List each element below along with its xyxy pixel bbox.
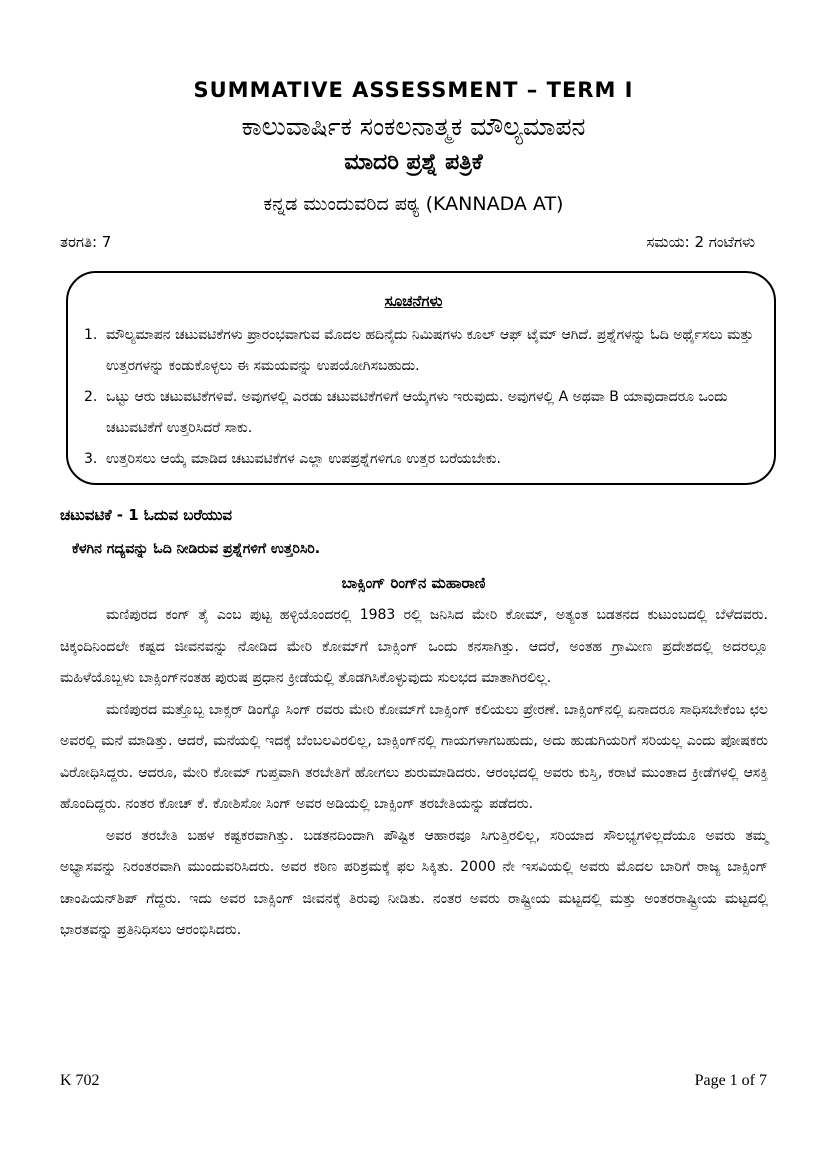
class-label: ತರಗತಿ: 7 — [60, 233, 112, 251]
instruction-text: ಉತ್ತರಿಸಲು ಆಯ್ಕೆ ಮಾಡಿದ ಚಟುವಟಿಕೆಗಳ ಎಲ್ಲಾ ಉಪಪ್ರಶ್ನೆಗಳಿಗೂ ಉತ್ತರ ಬರೆಯಬೇಕು. — [106, 451, 501, 467]
instruction-item — [84, 382, 764, 444]
instructions-list — [84, 320, 764, 475]
instruction-number: 1. — [84, 327, 98, 343]
passage-body — [60, 600, 768, 947]
passage-title: ಬಾಕ್ಸಿಂಗ್ ರಿಂಗ್‌ನ ಮಹಾರಾಣಿ — [341, 574, 486, 592]
assessment-title: SUMMATIVE ASSESSMENT – TERM I — [193, 78, 634, 102]
passage-paragraph: ಅವರ ತರಬೇತಿ ಬಹಳ ಕಷ್ಟಕರವಾಗಿತ್ತು. ಬಡತನದಿಂದಾಗಿ ಪೌಷ್ಟಿಕ ಆಹಾರವೂ ಸಿಗುತ್ತಿರಲಿಲ್ಲ, ಸರಿಯಾದ ಸೌಲಭ್ಯಗಳಿಲ್ಲದೆಯೂ ಅವರು ತಮ್ಮ ಅಭ್ಯಾಸವನ್ನು ನಿರಂತರವಾಗಿ ಮುಂದುವರಿಸಿದರು. ಅವರ ಕಠಿಣ ಪರಿಶ್ರಮಕ್ಕೆ ಫಲ ಸಿಕ್ಕಿತು. 2000 ನೇ ಇಸವಿಯಲ್ಲಿ ಅವರು ಮೊದಲ ಬಾರಿಗೆ ರಾಜ್ಯ ಬಾಕ್ಸಿಂಗ್ ಚಾಂಪಿಯನ್‌ಶಿಪ್ ಗೆದ್ದರು. ಇದು ಅವರ ಬಾಕ್ಸಿಂಗ್ ಜೀವನಕ್ಕೆ ತಿರುವು ನೀಡಿತು. ನಂತರ ಅವರು ರಾಷ್ಟ್ರೀಯ ಮಟ್ಟದಲ್ಲಿ ಮತ್ತು ಅಂತರರಾಷ್ಟ್ರೀಯ ಮಟ್ಟದಲ್ಲಿ ಭಾರತವನ್ನು ಪ್ರತಿನಿಧಿಸಲು ಆರಂಭಿಸಿದರು. — [60, 827, 768, 938]
activity-heading: ಚಟುವಟಿಕೆ - 1 ಓದುವ ಬರೆಯುವ — [60, 506, 232, 524]
time-label: ಸಮಯ: 2 ಗಂಟೆಗಳು — [646, 233, 755, 251]
instruction-number: 3. — [84, 451, 98, 467]
instructions-title: ಸೂಚನೆಗಳು — [384, 292, 443, 310]
passage-paragraph: ಮಣಿಪುರದ ಕಂಗ್ ತೈ ಎಂಬ ಪುಟ್ಟ ಹಳ್ಳಿಯೊಂದರಲ್ಲಿ 1983 ರಲ್ಲಿ ಜನಿಸಿದ ಮೇರಿ ಕೋಮ್, ಅತ್ಯಂತ ಬಡತನದ ಕುಟುಂಬದಲ್ಲಿ ಬೆಳೆದವರು. ಚಿಕ್ಕಂದಿನಿಂದಲೇ ಕಷ್ಟದ ಜೀವನವನ್ನು ನೋಡಿದ ಮೇರಿ ಕೋಮ್‌ಗೆ ಬಾಕ್ಸಿಂಗ್ ಒಂದು ಕನಸಾಗಿತ್ತು. ಆದರೆ, ಅಂತಹ ಗ್ರಾಮೀಣ ಪ್ರದೇಶದಲ್ಲಿ ಅದರಲ್ಲೂ ಮಹಿಳೆಯೊಬ್ಬಳು ಬಾಕ್ಸಿಂಗ್‌ನಂತಹ ಪುರುಷ ಪ್ರಧಾನ ಕ್ರೀಡೆಯಲ್ಲಿ ತೊಡಗಿಸಿಕೊಳ್ಳುವುದು ಸುಲಭದ ಮಾತಾಗಿರಲಿಲ್ಲ. — [60, 607, 768, 686]
paper-type-title: ಮಾದರಿ ಪ್ರಶ್ನೆ ಪತ್ರಿಕೆ — [344, 150, 483, 175]
subject-title: ಕನ್ನಡ ಮುಂದುವರಿದ ಪಠ್ಯ (KANNADA AT) — [263, 193, 564, 215]
instruction-item — [84, 320, 764, 382]
page-number: Page 1 of 7 — [694, 1072, 767, 1089]
activity-direction: ಕೆಳಗಿನ ಗದ್ಯವನ್ನು ಓದಿ ನೀಡಿರುವ ಪ್ರಶ್ನೆಗಳಿಗೆ ಉತ್ತರಿಸಿರಿ. — [72, 541, 321, 557]
instruction-text: ಮೌಲ್ಯಮಾಪನ ಚಟುವಟಿಕೆಗಳು ಪ್ರಾರಂಭವಾಗುವ ಮೊದಲ ಹದಿನೈದು ನಿಮಿಷಗಳು ಕೂಲ್ ಆಫ್ ಟೈಮ್ ಆಗಿದೆ. ಪ್ರಶ್ನೆಗಳನ್ನು ಓದಿ ಅರ್ಥೈಸಲು ಮತ್ತು ಉತ್ತರಗಳನ್ನು ಕಂಡುಕೊಳ್ಳಲು ಈ ಸಮಯವನ್ನು ಉಪಯೋಗಿಸಬಹುದು. — [106, 327, 754, 374]
instruction-text: ಒಟ್ಟು ಆರು ಚಟುವಟಿಕೆಗಳಿವೆ. ಅವುಗಳಲ್ಲಿ ಎರಡು ಚಟುವಟಿಕೆಗಳಿಗೆ ಆಯ್ಕೆಗಳು ಇರುವುದು. ಅವುಗಳಲ್ಲಿ A ಅಥವಾ B ಯಾವುದಾದರೂ ಒಂದು ಚಟುವಟಿಕೆಗೆ ಉತ್ತರಿಸಿದರೆ ಸಾಕು. — [106, 389, 728, 436]
passage-paragraph: ಮಣಿಪುರದ ಮತ್ತೊಬ್ಬ ಬಾಕ್ಸರ್ ಡಿಂಗ್ಕೊ ಸಿಂಗ್ ರವರು ಮೇರಿ ಕೋಮ್‌ಗೆ ಬಾಕ್ಸಿಂಗ್ ಕಲಿಯಲು ಪ್ರೇರಣೆ. ಬಾಕ್ಸಿಂಗ್‌ನಲ್ಲಿ ಏನಾದರೂ ಸಾಧಿಸಬೇಕೆಂಬ ಛಲ ಅವರಲ್ಲಿ ಮನೆ ಮಾಡಿತ್ತು. ಆದರೆ, ಮನೆಯಲ್ಲಿ ಇದಕ್ಕೆ ಬೆಂಬಲವಿರಲಿಲ್ಲ, ಬಾಕ್ಸಿಂಗ್‌ನಲ್ಲಿ ಗಾಯಗಳಾಗಬಹುದು, ಅದು ಹುಡುಗಿಯರಿಗೆ ಸರಿಯಲ್ಲ ಎಂದು ಪೋಷಕರು ವಿರೋಧಿಸಿದ್ದರು. ಆದರೂ, ಮೇರಿ ಕೋಮ್ ಗುಪ್ತವಾಗಿ ತರಬೇತಿಗೆ ಹೋಗಲು ಶುರುಮಾಡಿದರು. ಆರಂಭದಲ್ಲಿ ಅವರು ಕುಸ್ತಿ, ಕರಾಟೆ ಮುಂತಾದ ಕ್ರೀಡೆಗಳಲ್ಲಿ ಆಸಕ್ತಿ ಹೊಂದಿದ್ದರು. ನಂತರ ಕೋಚ್ ಕೆ. ಕೋಶಿಸೋ ಸಿಂಗ್ ಅವರ ಅಡಿಯಲ್ಲಿ ಬಾಕ್ಸಿಂಗ್ ತರಬೇತಿಯನ್ನು ಪಡೆದರು. — [60, 701, 768, 812]
paper-code: K 702 — [60, 1072, 100, 1089]
instruction-number: 2. — [84, 389, 98, 405]
instruction-item — [84, 444, 764, 475]
assessment-title-kannada: ಕಾಲುವಾರ್ಷಿಕ ಸಂಕಲನಾತ್ಮಕ ಮೌಲ್ಯಮಾಪನ — [241, 112, 586, 141]
